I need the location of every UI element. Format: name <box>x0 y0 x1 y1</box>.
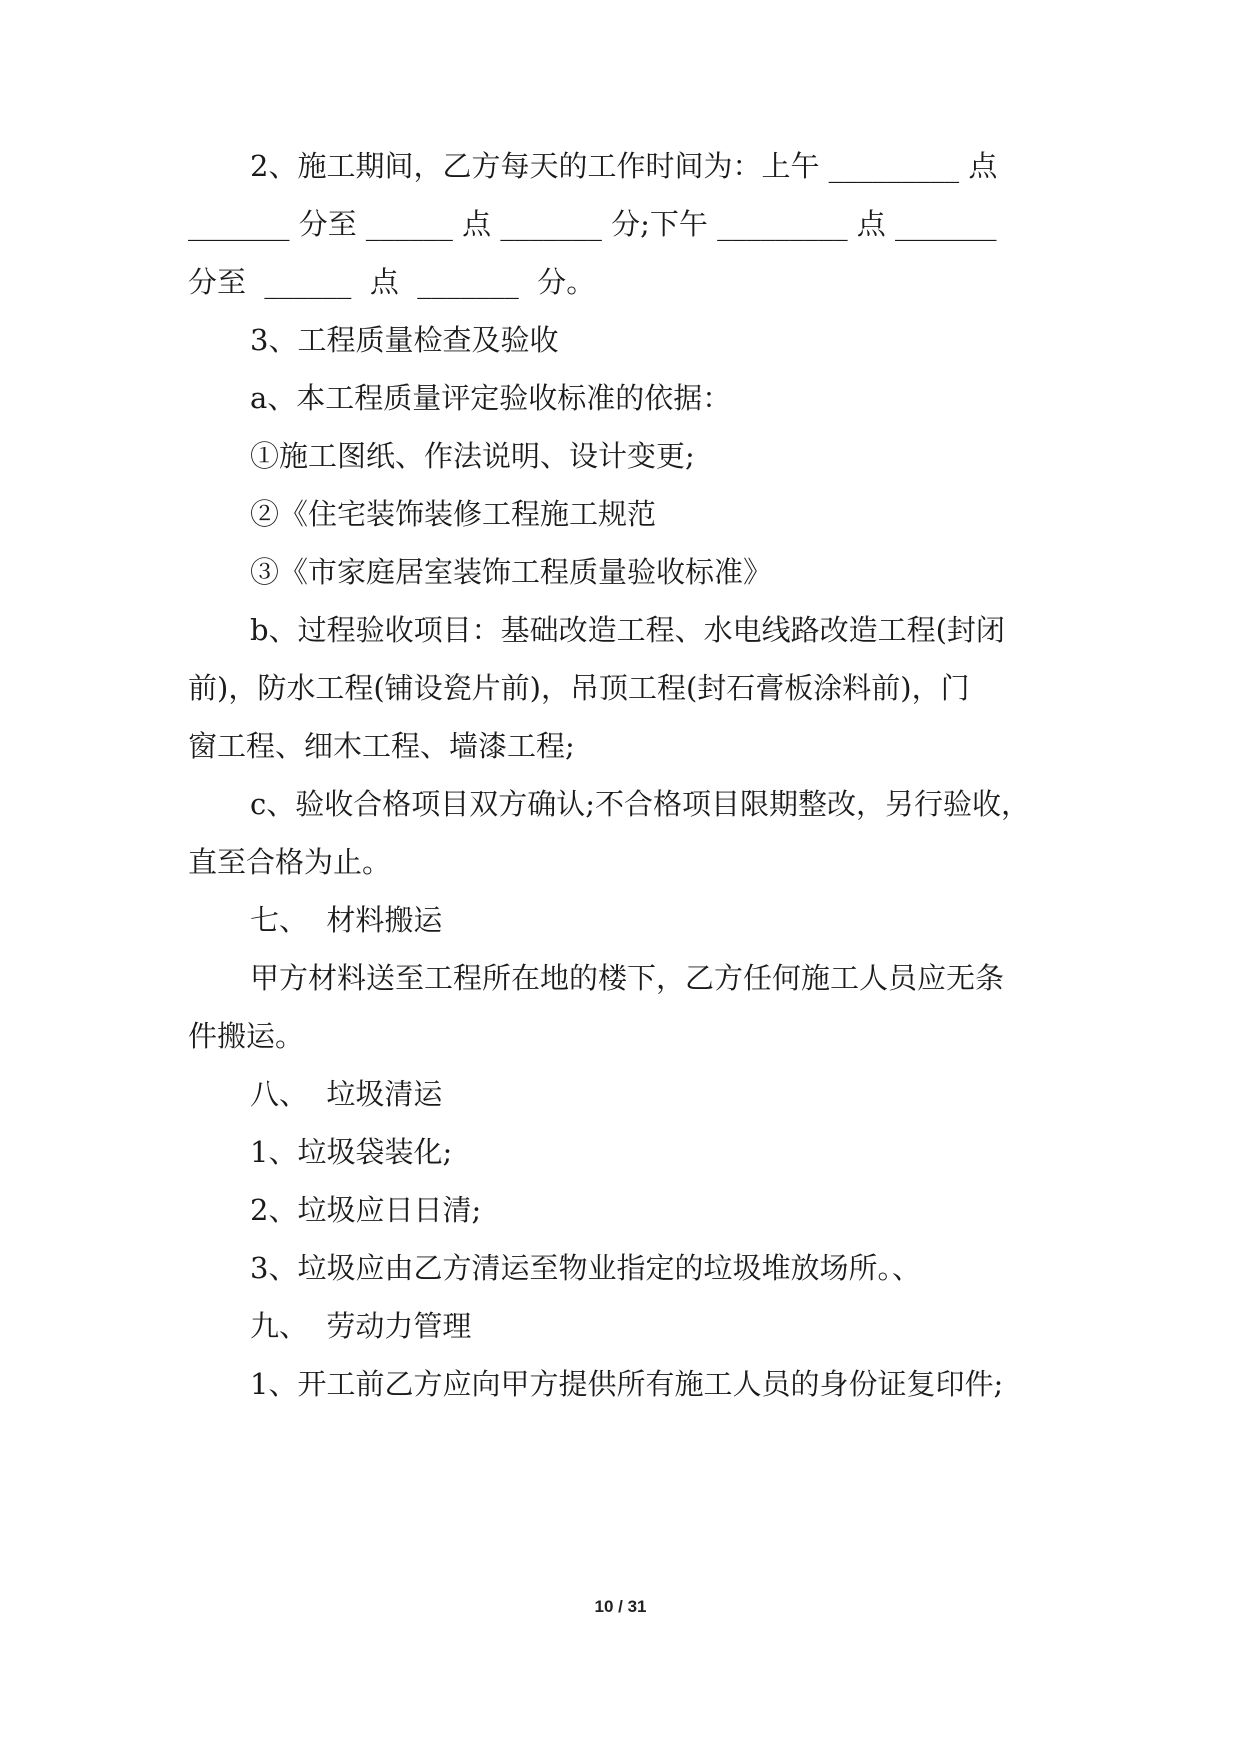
paragraph-process-acceptance-line3: 窗工程、细木工程、墙漆工程; <box>188 729 575 763</box>
list-item-waste-daily: 2、垃圾应日日清; <box>250 1193 482 1227</box>
heading-waste-removal: 八、 垃圾清运 <box>250 1077 443 1111</box>
paragraph-material-transport-line2: 件搬运。 <box>188 1019 305 1053</box>
heading-quality-inspection: 3、工程质量检查及验收 <box>250 323 559 357</box>
paragraph-work-hours-line2: _______ 分至 ______ 点 _______ 分;下午 _________ 点 _______ <box>188 207 997 241</box>
paragraph-standard-basis: a、本工程质量评定验收标准的依据： <box>250 381 732 415</box>
list-item-id-copies: 1、开工前乙方应向甲方提供所有施工人员的身份证复印件; <box>250 1367 1004 1401</box>
list-item-drawings: ①施工图纸、作法说明、设计变更; <box>250 439 695 473</box>
heading-labor-management: 九、 劳动力管理 <box>250 1309 472 1343</box>
paragraph-process-acceptance-line2: 前)，防水工程(铺设瓷片前)，吊顶工程(封石膏板涂料前)，门 <box>188 671 970 705</box>
paragraph-acceptance-confirm-line2: 直至合格为止。 <box>188 845 392 879</box>
paragraph-work-hours-line1: 2、施工期间，乙方每天的工作时间为：上午 _________ 点 <box>250 149 998 183</box>
paragraph-process-acceptance-line1: b、过程验收项目：基础改造工程、水电线路改造工程(封闭 <box>250 613 1005 647</box>
list-item-waste-bagged: 1、垃圾袋装化; <box>250 1135 453 1169</box>
list-item-acceptance-standard: ③《市家庭居室装饰工程质量验收标准》 <box>250 555 773 589</box>
page-number: 10 / 31 <box>594 1597 647 1616</box>
paragraph-acceptance-confirm-line1: c、验收合格项目双方确认;不合格项目限期整改，另行验收， <box>250 787 1031 821</box>
list-item-waste-disposal: 3、垃圾应由乙方清运至物业指定的垃圾堆放场所。、 <box>250 1251 921 1285</box>
paragraph-work-hours-line3: 分至 ______ 点 _______ 分。 <box>188 265 596 299</box>
list-item-residential-spec: ②《住宅装饰装修工程施工规范 <box>250 497 657 531</box>
heading-material-transport: 七、 材料搬运 <box>250 903 443 937</box>
paragraph-material-transport-line1: 甲方材料送至工程所在地的楼下，乙方任何施工人员应无条 <box>250 961 1005 995</box>
